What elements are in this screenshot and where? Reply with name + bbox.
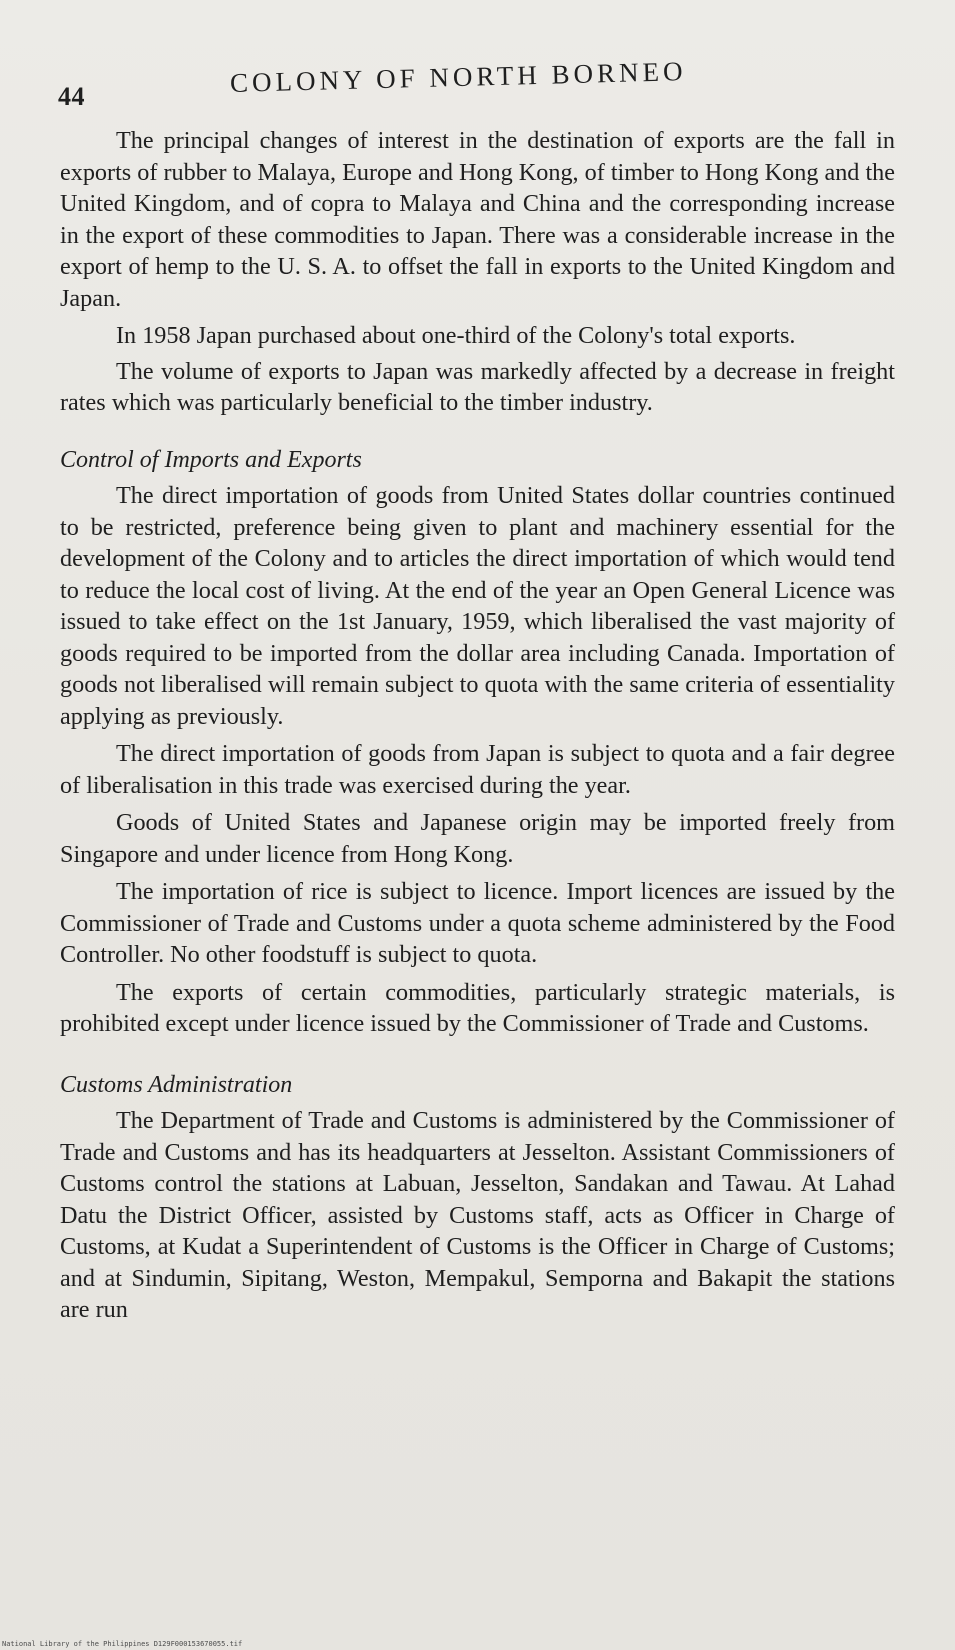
paragraph-japan-quota: The direct importation of goods from Japan is subject to quota and a fair degree of liberalisation in this trade was exercised during the year. [60, 740, 895, 799]
section-heading-control-of-imports: Control of Imports and Exports [60, 446, 362, 473]
paragraph-singapore-hong-kong: Goods of United States and Japanese origin may be imported freely from Singapore and under licence from Hong Kong. [60, 809, 895, 868]
page-number: 44 [58, 82, 85, 111]
body-text [60, 125, 895, 1332]
paragraph-dollar-countries: The direct importation of goods from United States dollar countries continued to be restricted, preference being given to plant and machinery essential for the development of the Colony and to articles the direct importation of which would tend to reduce the local cost of living. At the end of the year an Open General Licence was issued to take effect on the 1st January, 1959, which liberalised the vast majority of goods required to be imported from the dollar area including Canada. Importation of goods not liberalised will remain subject to quota with the same criteria of essentiality applying as previously. [60, 482, 895, 730]
paragraph-customs-department: The Department of Trade and Customs is administered by the Commissioner of Trade and Customs and has its headquarters at Jesselton. Assistant Commissioners of Customs control the stations at Labuan, Jesselton, Sandakan and Tawau. At Lahad Datu the District Officer, assisted by Customs staff, acts as Officer in Charge of Customs, at Kudat a Superintendent of Customs is the Officer in Charge of Customs; and at Sindumin, Sipitang, Weston, Mempakul, Semporna and Bakapit the stations are run [60, 1107, 895, 1323]
paragraph-strategic-materials: The exports of certain commodities, particularly strategic materials, is prohibited except under licence issued by the Commissioner of Trade and Customs. [60, 978, 895, 1037]
section-heading-customs-administration: Customs Administration [60, 1071, 293, 1098]
paragraph-rice-licence: The importation of rice is subject to licence. Import licences are issued by the Commissioner of Trade and Customs under a quota scheme administered by the Food Controller. No other foodstuff is subject to quota. [60, 878, 895, 968]
paragraph-japan-purchases: In 1958 Japan purchased about one-third of the Colony's total exports. [116, 322, 796, 349]
scan-footer-note: National Library of the Philippines D129F000153670055.tif [2, 1640, 243, 1648]
paragraph-freight-rates: The volume of exports to Japan was markedly affected by a decrease in freight rates which was particularly beneficial to the timber industry. [60, 357, 895, 416]
running-head: COLONY OF NORTH BORNEO [229, 56, 687, 98]
paragraph-destination-of-exports: The principal changes of interest in the destination of exports are the fall in exports of rubber to Malaya, Europe and Hong Kong, of timber to Hong Kong and the United Kingdom, and of copra to Malaya and China and the corresponding increase in the export of these commodities to Japan. There was a considerable increase in the export of hemp to the U. S. A. to offset the fall in exports to the United Kingdom and Japan. [60, 127, 895, 312]
